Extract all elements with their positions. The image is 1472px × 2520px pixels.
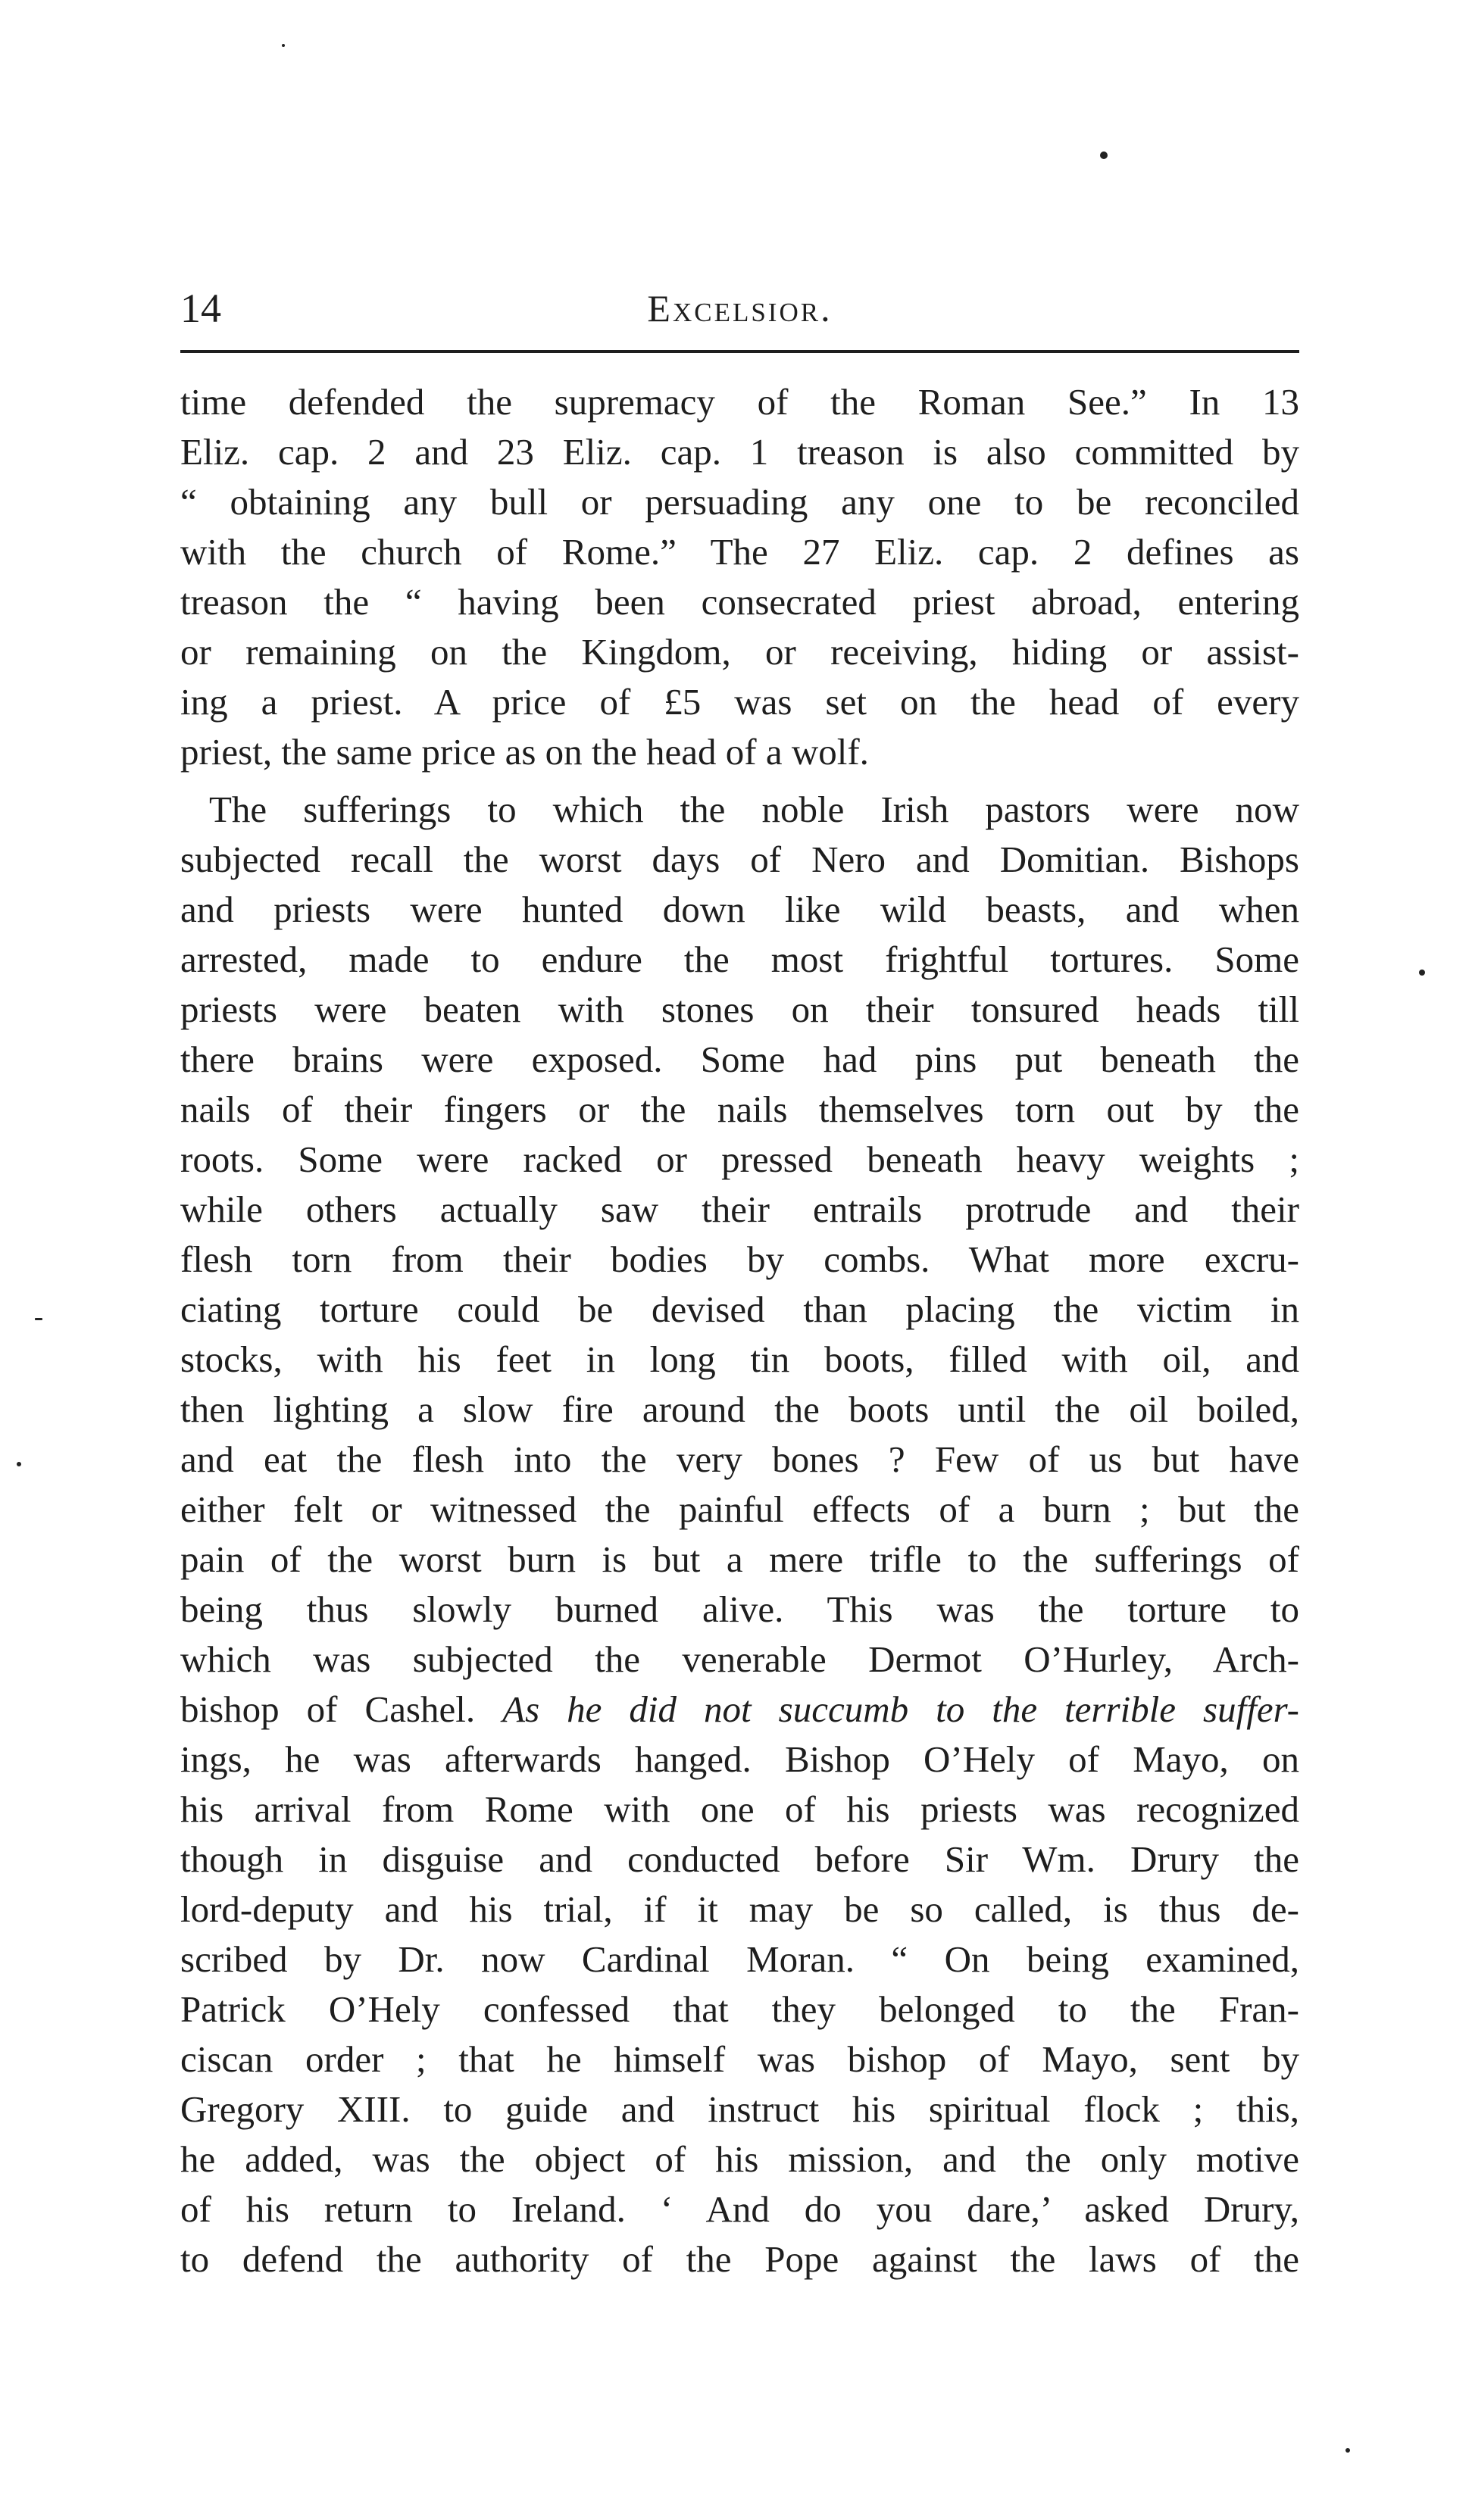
text-line: roots. Some were racked or pressed beneath heavy weights ; [180, 1138, 1299, 1180]
text-line: while others actually saw their entrails protrude and their [180, 1188, 1299, 1230]
text-line: Gregory XIII. to guide and instruct his spiritual flock ; this, [180, 2088, 1299, 2130]
text-line: stocks, with his feet in long tin boots, filled with oil, and [180, 1338, 1299, 1380]
text-line: flesh torn from their bodies by combs. What more excru- [180, 1238, 1299, 1280]
text-line: though in disguise and conducted before Sir Wm. Drury the [180, 1838, 1299, 1880]
scan-speck [35, 1318, 42, 1320]
text-line: and priests were hunted down like wild beasts, and when [180, 888, 1299, 930]
scan-speck [1345, 2448, 1350, 2453]
text-line: there brains were exposed. Some had pins put beneath the [180, 1038, 1299, 1080]
text-line: priest, the same price as on the head of a wolf. [180, 731, 869, 773]
text-line: pain of the worst burn is but a mere trifle to the sufferings of [180, 1538, 1299, 1580]
text-line: ing a priest. A price of £5 was set on the head of every [180, 681, 1299, 723]
text-line: of his return to Ireland. ‘ And do you dare,’ asked Drury, [180, 2188, 1299, 2230]
text-line: either felt or witnessed the painful effects of a burn ; but the [180, 1488, 1299, 1530]
text-line: scribed by Dr. now Cardinal Moran. “ On being examined, [180, 1938, 1299, 1980]
text-line: he added, was the object of his mission, and the only motive [180, 2138, 1299, 2180]
text-line: lord-deputy and his trial, if it may be so called, is thus de- [180, 1888, 1299, 1930]
text-line: being thus slowly burned alive. This was the torture to [180, 1588, 1299, 1630]
page-number: 14 [180, 286, 221, 331]
scan-speck [1419, 970, 1425, 976]
text-line: ings, he was afterwards hanged. Bishop O’Hely of Mayo, on [180, 1738, 1299, 1780]
text-line: subjected recall the worst days of Nero and Domitian. Bishops [180, 838, 1299, 880]
running-title: Excelsior. [647, 287, 833, 329]
scan-speck [17, 1462, 21, 1466]
text-line: his arrival from Rome with one of his priests was recognized [180, 1788, 1299, 1830]
text-line: ciscan order ; that he himself was bishop of Mayo, sent by [180, 2038, 1299, 2080]
text-line: priests were beaten with stones on their tonsured heads till [180, 988, 1299, 1030]
text-line: Eliz. cap. 2 and 23 Eliz. cap. 1 treason is also committed by [180, 431, 1299, 473]
text-line: ciating torture could be devised than placing the victim in [180, 1288, 1299, 1330]
scan-speck [1100, 151, 1108, 159]
italic-text: As he did not succumb to the terrible suffer- [502, 1688, 1299, 1730]
body-text [180, 377, 1299, 2284]
text-line: which was subjected the venerable Dermot O’Hurley, Arch- [180, 1638, 1299, 1680]
scan-speck [282, 44, 285, 47]
text-roman: bishop of Cashel. [180, 1688, 476, 1730]
text-line: The sufferings to which the noble Irish pastors were now [209, 788, 1299, 830]
text-line: “ obtaining any bull or persuading any one to be reconciled [180, 481, 1299, 523]
text-line: then lighting a slow fire around the boots until the oil boiled, [180, 1388, 1299, 1430]
text-line: and eat the flesh into the very bones ? Few of us but have [180, 1438, 1299, 1480]
header-rule [180, 350, 1299, 353]
text-line-mixed [180, 1685, 1299, 1735]
text-line: with the church of Rome.” The 27 Eliz. cap. 2 defines as [180, 531, 1299, 573]
page-header [180, 282, 1299, 342]
text-line: time defended the supremacy of the Roman See.” In 13 [180, 381, 1299, 423]
text-line: Patrick O’Hely confessed that they belonged to the Fran- [180, 1988, 1299, 2030]
text-line: nails of their fingers or the nails themselves torn out by the [180, 1088, 1299, 1130]
text-line: or remaining on the Kingdom, or receiving, hiding or assist- [180, 631, 1299, 673]
text-line: treason the “ having been consecrated priest abroad, entering [180, 581, 1299, 623]
text-line: arrested, made to endure the most frightful tortures. Some [180, 938, 1299, 980]
text-line: to defend the authority of the Pope against the laws of the [180, 2238, 1299, 2280]
